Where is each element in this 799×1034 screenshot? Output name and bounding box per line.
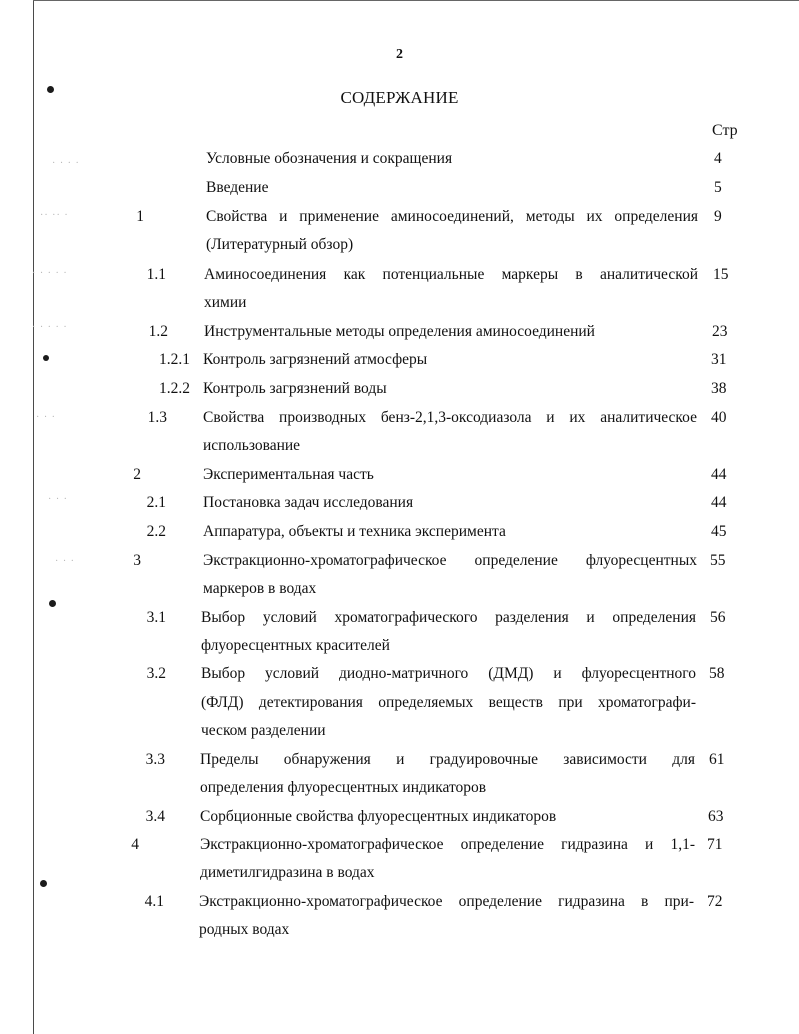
faint-scan-mark: · · · bbox=[55, 556, 75, 567]
faint-scan-mark: · · · bbox=[36, 412, 56, 423]
scan-dot bbox=[43, 355, 49, 361]
toc-entry-title: Пределы обнаружения и градуировочные зависимости для bbox=[200, 751, 695, 768]
toc-entry-title: Выбор условий хроматографического разделения и определения bbox=[201, 609, 696, 626]
toc-entry-title: Введение bbox=[206, 179, 269, 196]
toc-entry-number: 3.2 bbox=[146, 665, 166, 682]
toc-entry-title: диметилгидразина в водах bbox=[200, 864, 375, 881]
toc-entry-title: Условные обозначения и сокращения bbox=[206, 150, 453, 167]
toc-entry-page: 31 bbox=[711, 351, 727, 368]
toc-entry-page: 63 bbox=[708, 808, 724, 825]
toc-entry-title: химии bbox=[204, 294, 247, 311]
toc-entry-title: определения флуоресцентных индикаторов bbox=[200, 779, 487, 796]
scan-dot bbox=[49, 600, 56, 607]
toc-entry-title: Инструментальные методы определения аминосоединений bbox=[204, 323, 595, 340]
toc-entry-title: Аминосоединения как потенциальные маркеры в аналитической bbox=[204, 266, 698, 283]
toc-entry-title: Контроль загрязнений воды bbox=[203, 380, 387, 397]
toc-entry-number: 4 bbox=[131, 836, 139, 853]
toc-entry-title: флуоресцентных красителей bbox=[201, 637, 390, 654]
toc-entry-number: 1.1 bbox=[146, 266, 166, 283]
toc-entry-number: 3 bbox=[133, 552, 141, 569]
toc-entry-page: 15 bbox=[713, 266, 729, 283]
toc-entry-title: ческом разделении bbox=[201, 722, 326, 739]
toc-entry-number: 3.3 bbox=[145, 751, 165, 768]
toc-entry-number: 4.1 bbox=[144, 893, 164, 910]
toc-entry-page: 5 bbox=[714, 179, 722, 196]
toc-entry-title: Постановка задач исследования bbox=[203, 494, 414, 511]
faint-scan-mark: · · · · · bbox=[32, 268, 68, 279]
toc-entry-number: 1.2.1 bbox=[159, 351, 190, 368]
top-margin-line bbox=[33, 0, 799, 1]
faint-scan-mark: ·· ·· · bbox=[40, 210, 69, 221]
page-number: 2 bbox=[396, 47, 403, 62]
toc-entry-title: Экстракционно-хроматографическое определение гидразина в при- bbox=[199, 893, 694, 910]
toc-entry-page: 61 bbox=[709, 751, 725, 768]
toc-entry-title: Свойства и применение аминосоединений, методы их определения bbox=[206, 208, 698, 225]
toc-entry-number: 2 bbox=[133, 466, 141, 483]
toc-entry-page: 23 bbox=[712, 323, 728, 340]
toc-entry-page: 44 bbox=[711, 466, 727, 483]
toc-entry-title: использование bbox=[203, 437, 301, 454]
toc-entry-title: Свойства производных бенз-2,1,3-оксодиазола и их аналитическое bbox=[203, 409, 697, 426]
toc-entry-title: Экстракционно-хроматографическое определение флуоресцентных bbox=[203, 552, 697, 569]
page-title: СОДЕРЖАНИЕ bbox=[340, 88, 459, 107]
toc-entry-number: 1 bbox=[136, 208, 144, 225]
toc-entry-page: 58 bbox=[709, 665, 725, 682]
toc-entry-page: 72 bbox=[707, 893, 723, 910]
toc-entry-number: 3.1 bbox=[146, 609, 166, 626]
toc-entry-title: (Литературный обзор) bbox=[206, 236, 354, 253]
scan-dot bbox=[40, 880, 47, 887]
toc-entry-title: Сорбционные свойства флуоресцентных индикаторов bbox=[200, 808, 557, 825]
toc-entry-page: 71 bbox=[707, 836, 723, 853]
faint-scan-mark: · · · bbox=[48, 494, 68, 505]
toc-entry-title: Контроль загрязнений атмосферы bbox=[203, 351, 428, 368]
toc-entry-number: 1.3 bbox=[147, 409, 167, 426]
toc-entry-title: маркеров в водах bbox=[203, 580, 317, 597]
toc-entry-page: 44 bbox=[711, 494, 727, 511]
faint-scan-mark: · · · · · bbox=[32, 322, 68, 333]
toc-entry-page: 4 bbox=[714, 150, 722, 167]
toc-entry-title: Экспериментальная часть bbox=[203, 466, 374, 483]
toc-entry-number: 3.4 bbox=[145, 808, 165, 825]
toc-entry-number: 2.1 bbox=[146, 494, 166, 511]
pages-column-header: Стр bbox=[712, 122, 738, 139]
toc-entry-title: (ФЛД) детектирования определяемых веществ при хроматографи- bbox=[201, 694, 696, 711]
toc-entry-page: 45 bbox=[711, 523, 727, 540]
toc-entry-page: 56 bbox=[710, 609, 726, 626]
toc-entry-number: 1.2.2 bbox=[159, 380, 190, 397]
toc-entry-page: 55 bbox=[710, 552, 726, 569]
toc-entry-page: 9 bbox=[714, 208, 722, 225]
toc-entry-number: 2.2 bbox=[146, 523, 166, 540]
toc-entry-title: Аппаратура, объекты и техника эксперимента bbox=[203, 523, 506, 540]
toc-entry-title: Экстракционно-хроматографическое определение гидразина и 1,1- bbox=[200, 836, 695, 853]
left-margin-line bbox=[33, 0, 34, 1034]
toc-entry-page: 38 bbox=[711, 380, 727, 397]
faint-scan-mark: · · · · bbox=[52, 158, 80, 169]
toc-entry-number: 1.2 bbox=[148, 323, 168, 340]
toc-entry-title: родных водах bbox=[199, 921, 290, 938]
toc-entry-page: 40 bbox=[711, 409, 727, 426]
toc-entry-title: Выбор условий диодно-матричного (ДМД) и флуоресцентного bbox=[201, 665, 696, 682]
